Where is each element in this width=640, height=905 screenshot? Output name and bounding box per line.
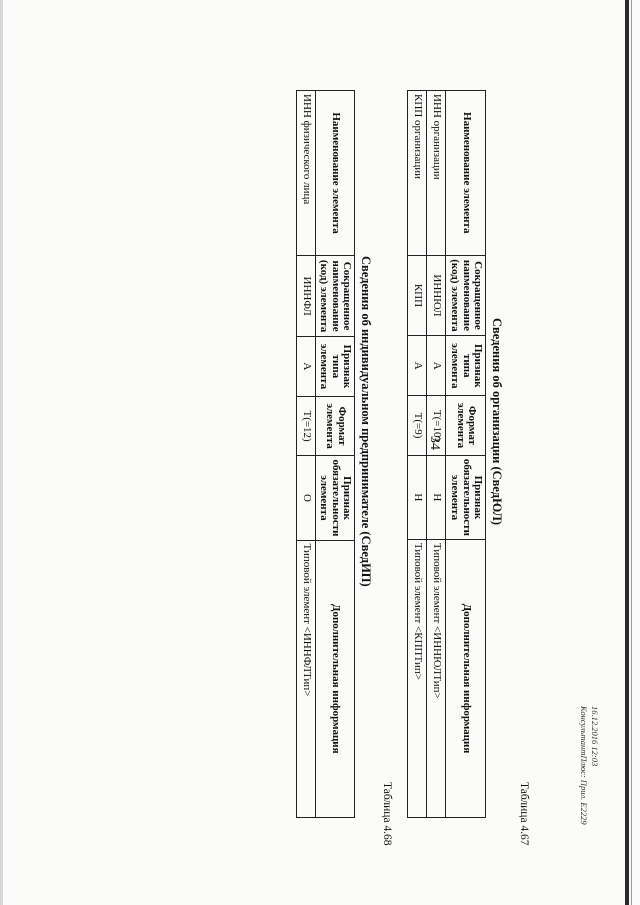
table-title-4-68: Сведения об индивидуальном предпринимателе (СведИП): [359, 256, 373, 587]
stamp-line-2: КонсультантПлюс: Прил. Е2229: [579, 706, 590, 825]
cell-name: ИНН организации: [427, 91, 446, 256]
cell-required: О: [297, 456, 316, 540]
table-header-row: [446, 91, 486, 818]
cell-name: ИНН физического лица: [297, 91, 316, 256]
cell-required: Н: [408, 455, 427, 539]
header-element-required: Признак обязательности элемента: [316, 456, 355, 540]
table-row: [297, 91, 316, 818]
header-element-type: Признак типа элемента: [446, 336, 486, 396]
cell-code: ИННЮЛ: [427, 255, 446, 336]
cell-info: Типовой элемент <ИННФЛТип>: [297, 540, 316, 818]
stamp-line-1: 16.12.2016 12:03: [590, 706, 600, 767]
header-element-name: Наименование элемента: [316, 91, 355, 256]
table-label-4-68: Таблица 4.68: [381, 782, 393, 846]
header-element-type: Признак типа элемента: [316, 337, 355, 397]
page-right-edge: [625, 0, 629, 905]
page-number: 34: [427, 436, 442, 450]
table-row: [427, 91, 446, 818]
cell-type: А: [427, 336, 446, 396]
header-element-format: Формат элемента: [316, 396, 355, 456]
cell-format: T(=9): [408, 396, 427, 456]
header-element-name: Наименование элемента: [446, 91, 486, 256]
cell-code: КПП: [408, 255, 427, 336]
cell-info: Типовой элемент <ИННЮЛТип>: [427, 539, 446, 817]
cell-info: Типовой элемент <КППТип>: [408, 539, 427, 817]
cell-code: ИННФЛ: [297, 256, 316, 337]
header-additional-info: Дополнительная информация: [316, 540, 355, 818]
table-row: [408, 91, 427, 818]
table-4-67: [407, 90, 486, 818]
header-additional-info: Дополнительная информация: [446, 539, 486, 817]
cell-format: T(=12): [297, 396, 316, 456]
header-element-code: Сокращенное наименование (код) элемента: [446, 255, 486, 336]
header-element-format: Формат элемента: [446, 396, 486, 456]
cell-type: А: [408, 336, 427, 396]
header-element-required: Признак обязательности элемента: [446, 455, 486, 539]
cell-name: КПП организации: [408, 91, 427, 256]
cell-required: Н: [427, 455, 446, 539]
table-title-4-67: Сведения об организации (СведЮЛ): [490, 318, 504, 526]
table-4-68: [296, 90, 355, 818]
cell-format: T(=10): [427, 396, 446, 456]
cell-type: А: [297, 337, 316, 397]
print-stamp: [579, 706, 600, 825]
table-header-row: [316, 91, 355, 818]
page-right-edge-line: [631, 0, 632, 905]
table-label-4-67: Таблица 4.67: [518, 782, 530, 846]
header-element-code: Сокращенное наименование (код) элемента: [316, 256, 355, 337]
